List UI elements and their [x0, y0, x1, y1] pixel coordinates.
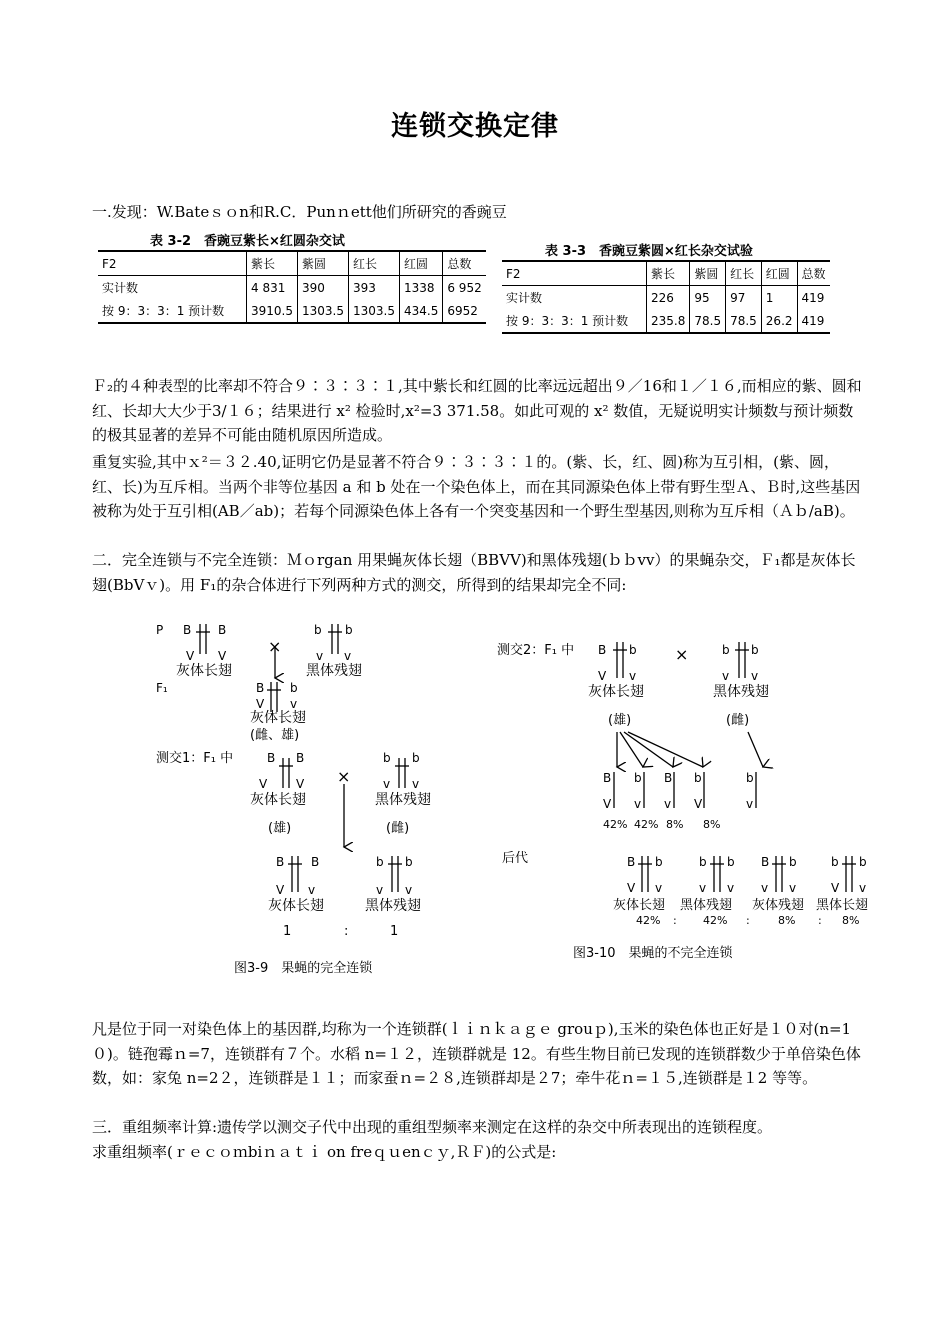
table1-header-cell: 红长 — [349, 251, 400, 276]
allele-label: b — [412, 751, 420, 765]
allele-label: b — [699, 855, 707, 869]
table1-cell: 1303.5 — [349, 299, 400, 323]
table2-cell: 97 — [726, 286, 762, 310]
table1-header-cell: 总数 — [443, 251, 486, 276]
allele-label: v — [316, 649, 324, 663]
allele-label: V — [831, 881, 840, 895]
male-label: (雄) — [608, 713, 632, 728]
table1-cell: 434.5 — [400, 299, 443, 323]
paragraph-complete-linkage: 二．完全连锁与不完全连锁：Ｍｏrgan 用果蝇灰体长翅（BBVV)和黑体残翅(ｂｂvv）的果蝇杂交，Ｆ₁都是灰体长翅(BbVｖ)。用 F₁的杂合体进行下列两种方式的测交，所得到的结果却完全不同: — [92, 551, 856, 594]
parent-phenotype-label: 灰体长翅 — [250, 792, 306, 808]
page-title: 连锁交换定律 — [391, 111, 559, 142]
testcross1-label: 测交1：F₁ 中 — [156, 751, 234, 766]
cross-symbol: × — [337, 767, 351, 786]
offspring-percentage: 42% — [703, 914, 728, 927]
ratio-value: 1 — [390, 924, 399, 939]
table1-cell: 1338 — [400, 276, 443, 300]
allele-label: v — [699, 881, 707, 895]
allele-label: B — [256, 681, 265, 695]
table1-header-cell: F2 — [98, 251, 247, 276]
table2-header-cell: 红长 — [726, 261, 762, 286]
allele-label: V — [627, 881, 636, 895]
linkage-figures — [0, 612, 950, 992]
figure-3-9-caption: 图3-9 果蝇的完全连锁 — [234, 961, 373, 976]
paragraph-coupling-repulsion: 重复实验,其中ｘ²＝３２.40,证明它仍是显著不符合９∶３∶３∶１的。(紫、长，红、圆)称为互引相，(紫、圆，红、长)为互斥相。当两个非等位基因 a 和 b 处在一个染色体上，而在其同源染色体上带有野生型Ａ、Ｂ时,这些基因被称为处于互引相(AB／ab)；若每个同源染色体上各有一个突变基因和一个野生型基因,则称为互斥相（Ａｂ/aB)。 — [92, 453, 861, 520]
allele-label: v — [634, 797, 642, 811]
offspring-phenotype-label: 黑体长翅 — [816, 898, 869, 913]
parent-phenotype-label: 黑体残翅 — [375, 792, 431, 808]
table1-cell: 6 952 — [443, 276, 486, 300]
paragraph-rf-formula: 求重组频率(ｒｅｃｏｍbiｎａｔｉ on freｑｕenｃｙ,ＲＦ)的公式是: — [92, 1143, 557, 1161]
table2-header-cell: 紫圆 — [690, 261, 726, 286]
p-generation-label: P — [156, 623, 164, 637]
allele-label: B — [267, 751, 276, 765]
male-label: (雄) — [268, 821, 292, 836]
table2-header-cell: F2 — [502, 261, 647, 286]
allele-label: V — [276, 883, 285, 897]
allele-label: v — [383, 777, 391, 791]
allele-label: v — [655, 881, 663, 895]
allele-label: b — [634, 771, 642, 785]
table1-cell: 1303.5 — [298, 299, 349, 323]
allele-label: B — [311, 855, 320, 869]
table2-cell: 419 — [797, 286, 830, 310]
table2-cell: 78.5 — [690, 309, 726, 333]
allele-label: v — [412, 777, 420, 791]
table2-cell: 226 — [647, 286, 690, 310]
figure-3-10-caption: 图3-10 果蝇的不完全连锁 — [573, 946, 733, 961]
offspring-percentage: 8% — [842, 914, 860, 927]
ratio-colon: : — [344, 924, 349, 939]
table1-header-cell: 紫长 — [247, 251, 298, 276]
table1 — [98, 250, 486, 324]
allele-label: v — [629, 669, 637, 683]
table1-cell: 实计数 — [98, 276, 247, 300]
table2-cell: 实计数 — [502, 286, 647, 310]
allele-label: V — [218, 649, 227, 663]
table1-cell: 6952 — [443, 299, 486, 323]
parent-phenotype-label: 黑体残翅 — [306, 663, 362, 679]
allele-label: b — [405, 855, 413, 869]
allele-label: v — [789, 881, 797, 895]
allele-label: v — [344, 649, 352, 663]
allele-label: v — [376, 883, 384, 897]
allele-label: B — [761, 855, 770, 869]
gamete-percentage: 8% — [666, 818, 684, 831]
allele-label: V — [259, 777, 268, 791]
table1-caption: 表 3-2 香豌豆紫长×红圆杂交试 — [150, 234, 345, 249]
allele-label: b — [314, 623, 322, 637]
allele-label: V — [598, 669, 607, 683]
allele-label: b — [383, 751, 391, 765]
paragraph-chi-square: Ｆ₂的４种表型的比率却不符合９∶３∶３∶１,其中紫长和红圆的比率远远超出９／16和１／１６,而相应的紫、圆和红、长却大大少于3/１６；结果进行 x² 检验时,x²=3 371.58。如此可观的 x² 数值，无疑说明实计频数与预计频数的极其显著的差异不可能由随机原因所造成。 — [92, 377, 862, 444]
allele-label: v — [405, 883, 413, 897]
allele-label: B — [603, 771, 612, 785]
allele-label: b — [694, 771, 702, 785]
table2-cell: 78.5 — [726, 309, 762, 333]
table2 — [502, 260, 830, 334]
table1-cell: 393 — [349, 276, 400, 300]
paragraph-recombination: 三．重组频率计算:遗传学以测交子代中出现的重组型频率来测定在这样的杂交中所表现出的连锁程度。 — [92, 1118, 773, 1136]
table2-cell: 1 — [761, 286, 797, 310]
allele-label: v — [727, 881, 735, 895]
allele-label: b — [751, 643, 759, 657]
offspring-percentage: 42% — [636, 914, 661, 927]
allele-label: B — [276, 855, 285, 869]
table2-header-cell: 总数 — [797, 261, 830, 286]
cross-symbol: × — [268, 637, 282, 656]
cross-symbol: × — [675, 645, 689, 664]
offspring-phenotype-label: 灰体长翅 — [613, 898, 666, 913]
allele-label: v — [746, 797, 754, 811]
gamete-percentage: 42% — [634, 818, 659, 831]
table1-cell: 4 831 — [247, 276, 298, 300]
allele-label: V — [694, 797, 703, 811]
table2-cell: 按 9：3：3：1 预计数 — [502, 309, 647, 333]
table2-cell: 95 — [690, 286, 726, 310]
ratio-colon: : — [746, 914, 750, 927]
ratio-colon: : — [818, 914, 822, 927]
f1-sex-label: (雌、雄) — [250, 728, 300, 743]
allele-label: V — [603, 797, 612, 811]
allele-label: b — [345, 623, 353, 637]
testcross2-label: 测交2：F₁ 中 — [497, 643, 575, 658]
allele-label: b — [722, 643, 730, 657]
table1-cell: 3910.5 — [247, 299, 298, 323]
allele-label: B — [664, 771, 673, 785]
f1-phenotype-label: 灰体长翅 — [250, 710, 306, 726]
ratio-colon: : — [673, 914, 677, 927]
allele-label: B — [598, 643, 607, 657]
allele-label: v — [859, 881, 867, 895]
intro-paragraph: 一.发现：W.Bateｓｏn和R.C．Punｎett他们所研究的香豌豆 — [92, 203, 507, 221]
allele-label: v — [722, 669, 730, 683]
allele-label: b — [727, 855, 735, 869]
ratio-value: 1 — [283, 924, 292, 939]
offspring-phenotype-label: 灰体长翅 — [268, 898, 324, 914]
offspring-percentage: 8% — [778, 914, 796, 927]
table1-cell: 390 — [298, 276, 349, 300]
allele-label: B — [627, 855, 636, 869]
allele-label: b — [859, 855, 867, 869]
allele-label: b — [831, 855, 839, 869]
allele-label: V — [256, 697, 265, 711]
allele-label: b — [789, 855, 797, 869]
allele-label: v — [308, 883, 316, 897]
allele-label: V — [296, 777, 305, 791]
table2-caption: 表 3-3 香豌豆紫圆×红长杂交试验 — [545, 244, 753, 259]
table2-cell: 26.2 — [761, 309, 797, 333]
allele-label: b — [376, 855, 384, 869]
table2-cell: 235.8 — [647, 309, 690, 333]
table2-header-cell: 紫长 — [647, 261, 690, 286]
gamete-percentage: 8% — [703, 818, 721, 831]
allele-label: b — [629, 643, 637, 657]
offspring-phenotype-label: 黑体残翅 — [365, 898, 421, 914]
f1-generation-label: F₁ — [156, 681, 168, 695]
parent-phenotype-label: 灰体长翅 — [176, 663, 232, 679]
paragraph-linkage-group: 凡是位于同一对染色体上的基因群,均称为一个连锁群(ｌｉｎｋａｇｅ grouｐ),玉米的染色体也正好是１０对(n=1０)。链孢霉ｎ=7，连锁群有７个。水稻 n=１２，连锁群就是 12。有些生物目前已发现的连锁群数少于单倍染色体数，如：家兔 n=2２，连锁群是１１；而家蚕ｎ=２８,连锁群却是２7；牵牛花ｎ=１５,连锁群是１2 等等。 — [92, 1020, 861, 1087]
table1-cell: 按 9：3：3：1 预计数 — [98, 299, 247, 323]
allele-label: B — [218, 623, 227, 637]
allele-label: v — [290, 697, 298, 711]
offspring-phenotype-label: 灰体残翅 — [752, 898, 805, 913]
female-label: (雌) — [386, 821, 410, 836]
table1-header-cell: 紫圆 — [298, 251, 349, 276]
parent-phenotype-label: 灰体长翅 — [588, 684, 644, 700]
offspring-phenotype-label: 黑体残翅 — [680, 898, 733, 913]
allele-label: b — [746, 771, 754, 785]
parent-phenotype-label: 黑体残翅 — [713, 684, 769, 700]
allele-label: V — [186, 649, 195, 663]
allele-label: v — [664, 797, 672, 811]
table2-cell: 419 — [797, 309, 830, 333]
table2-header-cell: 红圆 — [761, 261, 797, 286]
allele-label: B — [296, 751, 305, 765]
allele-label: b — [655, 855, 663, 869]
offspring-label: 后代 — [502, 851, 529, 866]
table1-header-cell: 红圆 — [400, 251, 443, 276]
allele-label: v — [751, 669, 759, 683]
allele-label: v — [761, 881, 769, 895]
female-label: (雌) — [726, 713, 750, 728]
allele-label: B — [183, 623, 192, 637]
gamete-percentage: 42% — [603, 818, 628, 831]
allele-label: b — [290, 681, 298, 695]
